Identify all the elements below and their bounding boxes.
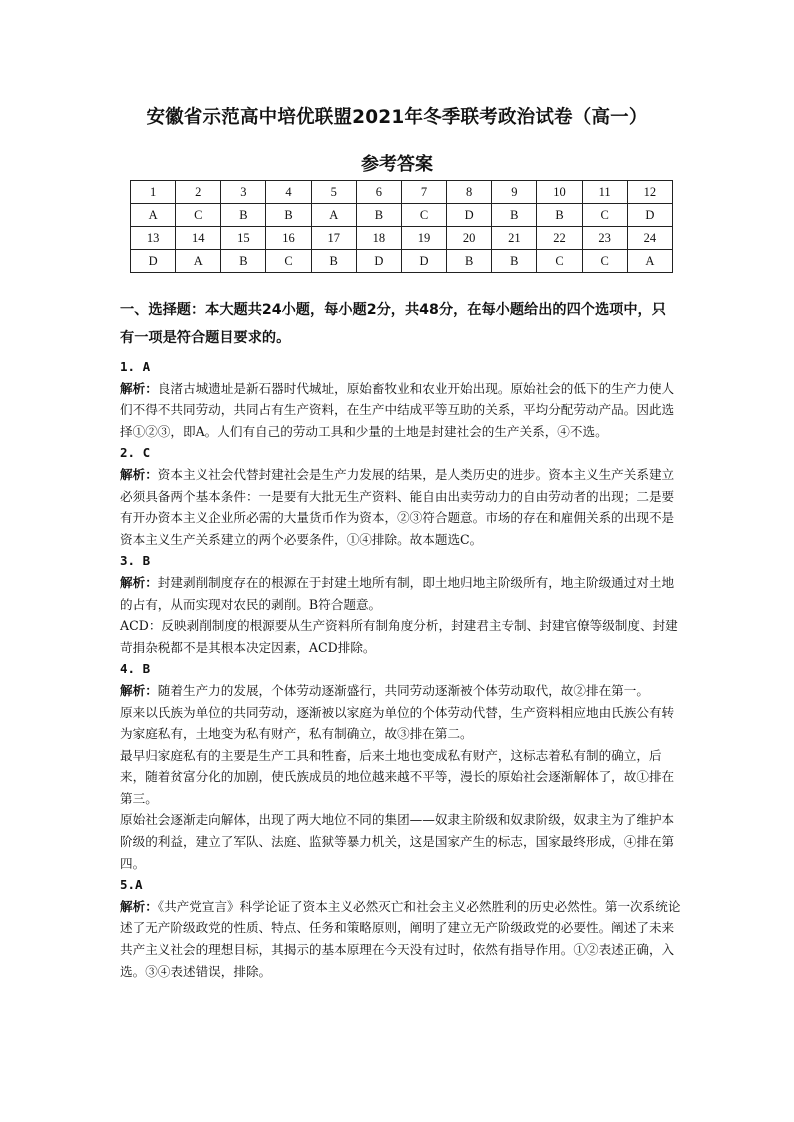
answer-cell: D: [447, 204, 492, 227]
answer-cell: B: [311, 250, 356, 273]
question-block: [120, 658, 682, 874]
answer-cell: D: [627, 204, 672, 227]
question-number-cell: 24: [627, 227, 672, 250]
question-number-cell: 13: [131, 227, 176, 250]
question-number-cell: 14: [176, 227, 221, 250]
answer-cell: B: [266, 204, 311, 227]
question-number-cell: 16: [266, 227, 311, 250]
answer-cell: A: [176, 250, 221, 273]
question-number-cell: 5: [311, 181, 356, 204]
question-number-cell: 4: [266, 181, 311, 204]
question-number-row: [131, 227, 673, 250]
question-number-cell: 15: [221, 227, 266, 250]
answer-cell: B: [356, 204, 401, 227]
answer-cell: A: [627, 250, 672, 273]
question-block: [120, 550, 682, 658]
question-number-cell: 22: [537, 227, 582, 250]
question-number-cell: 9: [492, 181, 537, 204]
question-number-cell: 11: [582, 181, 627, 204]
explanation-paragraph: ACD：反映剥削制度的根源要从生产资料所有制角度分析，封建君主专制、封建官僚等级制度、封建苛捐杂税都不是其根本决定因素，ACD排除。: [120, 618, 678, 655]
explanation-paragraph: 原来以氏族为单位的共同劳动，逐渐被以家庭为单位的个体劳动代替，生产资料相应地由氏族公有转为家庭私有，土地变为私有财产，私有制确立，故③排在第二。: [120, 704, 675, 742]
question-number-cell: 10: [537, 181, 582, 204]
explanation-label: 解析：: [120, 898, 158, 914]
question-number-cell: 6: [356, 181, 401, 204]
explanations: [120, 356, 682, 982]
explanation-paragraph: 解析：良渚古城遗址是新石器时代城址，原始畜牧业和农业开始出现。原始社会的低下的生产力使人们不得不共同劳动，共同占有生产资料，在生产中结成平等互助的关系，平均分配劳动产品。因此选择①②③，即A。人们有自己的劳动工具和少量的土地是封建社会的生产关系，④不选。: [120, 380, 675, 439]
question-number-cell: 1: [131, 181, 176, 204]
explanation-paragraph: 原始社会逐渐走向解体，出现了两大地位不同的集团——奴隶主阶级和奴隶阶级，奴隶主为了维护本阶级的利益，建立了军队、法庭、监狱等暴力机关，这是国家产生的标志，国家最终形成，④排在第四。: [120, 812, 675, 871]
answer-cell: B: [447, 250, 492, 273]
explanation-paragraph: 解析：封建剥削制度存在的根源在于封建土地所有制，即土地归地主阶级所有，地主阶级通过对土地的占有，从而实现对农民的剥削。B符合题意。: [120, 574, 675, 612]
document-subtitle: 参考答案: [361, 154, 433, 175]
question-number-cell: 19: [401, 227, 446, 250]
section-heading: 一、选择题：本大题共24小题，每小题2分，共48分，在每小题给出的四个选项中，只有一项是符合题目要求的。: [120, 302, 666, 346]
answer-cell: B: [221, 204, 266, 227]
answer-cell: C: [176, 204, 221, 227]
explanation-paragraph: 解析：资本主义社会代替封建社会是生产力发展的结果，是人类历史的进步。资本主义生产关系建立必须具备两个基本条件：一是要有大批无生产资料、能自由出卖劳动力的自由劳动者的出现；二是要有开办资本主义企业所必需的大量货币作为资本，②③符合题意。市场的存在和雇佣关系的出现不是资本主义生产关系建立的两个必要条件，①④排除。故本题选C。: [120, 466, 675, 547]
question-block: [120, 356, 682, 442]
question-number-cell: 20: [447, 227, 492, 250]
question-block: [120, 442, 682, 550]
explanation-label: 解析：: [120, 380, 158, 396]
answer-cell: C: [401, 204, 446, 227]
question-number-cell: 21: [492, 227, 537, 250]
document-title: 安徽省示范高中培优联盟2021年冬季联考政治试卷（高一）: [146, 107, 648, 128]
answer-cell: D: [401, 250, 446, 273]
answer-cell: B: [537, 204, 582, 227]
question-number-cell: 7: [401, 181, 446, 204]
answer-row: [131, 250, 673, 273]
question-number-cell: 3: [221, 181, 266, 204]
answer-cell: C: [582, 204, 627, 227]
explanation-label: 解析：: [120, 682, 158, 698]
explanation-paragraph: 最早归家庭私有的主要是生产工具和牲畜，后来土地也变成私有财产，这标志着私有制的确立，后来，随着贫富分化的加剧，使氏族成员的地位越来越不平等，漫长的原始社会逐渐解体了，故①排在第三。: [120, 747, 675, 806]
question-number-cell: 8: [447, 181, 492, 204]
question-number: 5.A: [120, 877, 143, 893]
answer-table: [130, 180, 673, 273]
explanation-paragraph: 解析：随着生产力的发展，个体劳动逐渐盛行，共同劳动逐渐被个体劳动取代，故②排在第一。: [120, 682, 649, 698]
question-number-cell: 2: [176, 181, 221, 204]
explanation-label: 解析：: [120, 574, 158, 590]
explanation-paragraph: 解析：《共产党宣言》科学论证了资本主义必然灭亡和社会主义必然胜利的历史必然性。第一次系统论述了无产阶级政党的性质、特点、任务和策略原则，阐明了建立无产阶级政党的必要性。阐述了未来共产主义社会的理想目标，其揭示的基本原理在今天没有过时，依然有指导作用。①②表述正确，入选。③④表述错误，排除。: [120, 898, 681, 979]
question-number-cell: 17: [311, 227, 356, 250]
answer-cell: C: [266, 250, 311, 273]
question-number: 2. C: [120, 445, 151, 461]
question-number: 4. B: [120, 661, 151, 677]
answer-cell: A: [311, 204, 356, 227]
answer-cell: B: [221, 250, 266, 273]
question-block: [120, 874, 682, 982]
question-number-cell: 18: [356, 227, 401, 250]
question-number-row: [131, 181, 673, 204]
question-number-cell: 12: [627, 181, 672, 204]
question-number: 1. A: [120, 359, 151, 374]
answer-cell: C: [537, 250, 582, 273]
answer-cell: D: [131, 250, 176, 273]
question-number: 3. B: [120, 553, 151, 569]
answer-cell: B: [492, 204, 537, 227]
answer-cell: A: [131, 204, 176, 227]
question-number-cell: 23: [582, 227, 627, 250]
answer-cell: B: [492, 250, 537, 273]
explanation-label: 解析：: [120, 466, 158, 482]
answer-cell: D: [356, 250, 401, 273]
answer-row: [131, 204, 673, 227]
answer-cell: C: [582, 250, 627, 273]
